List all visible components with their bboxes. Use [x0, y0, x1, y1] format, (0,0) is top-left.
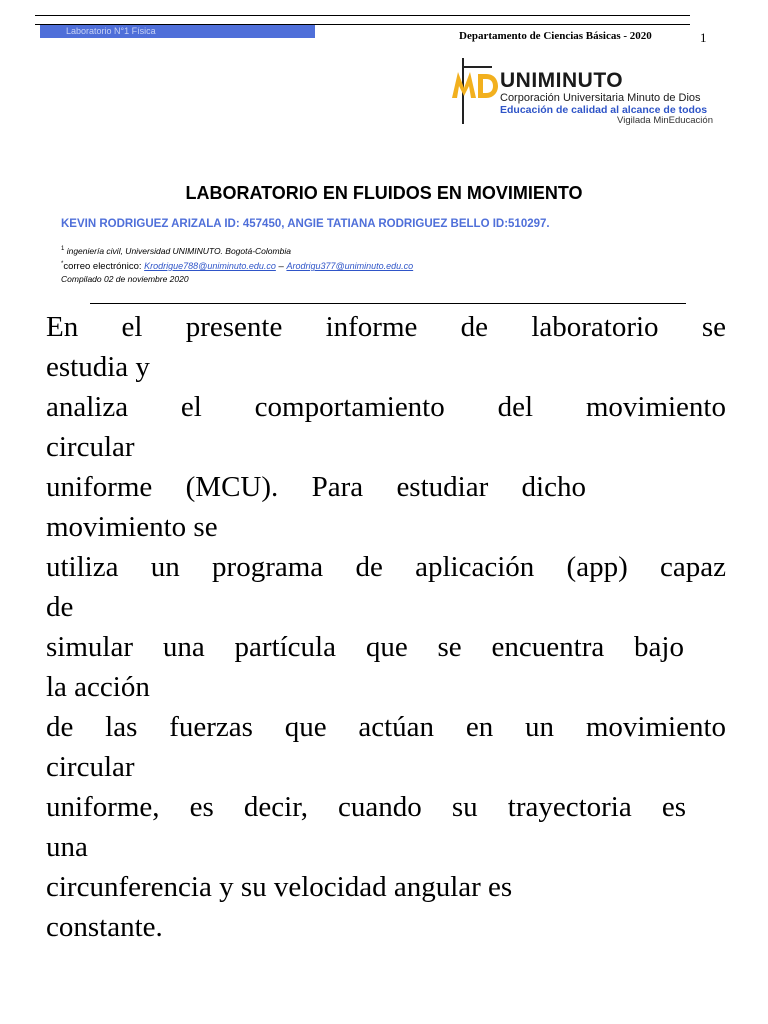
- abstract-line: la acción: [46, 671, 150, 703]
- uniminuto-mark-icon: [450, 58, 498, 124]
- abstract-line: simular una partícula que se encuentra bajo: [46, 631, 684, 663]
- abstract-line: movimiento se: [46, 511, 218, 543]
- abstract-line: de: [46, 591, 74, 623]
- logo-subtitle: Corporación Universitaria Minuto de Dios: [500, 92, 701, 104]
- affiliation-text: ingeniería civil, Universidad UNIMINUTO. Bogotá-Colombia: [66, 246, 291, 256]
- department-label: Departamento de Ciencias Básicas - 2020: [459, 30, 652, 42]
- abstract-line: circunferencia y su velocidad angular es: [46, 871, 513, 903]
- affiliation: [61, 246, 291, 256]
- email-link-1[interactable]: Krodrigue788@uniminuto.edu.co: [144, 261, 276, 272]
- abstract-line: circular: [46, 431, 135, 463]
- abstract-line: uniforme (MCU). Para estudiar dicho: [46, 471, 586, 503]
- abstract-line: de las fuerzas que actúan en un movimiento: [46, 711, 726, 743]
- affiliation-mark: 1: [61, 246, 65, 253]
- abstract-line: estudia y: [46, 351, 150, 383]
- email-link-2[interactable]: Arodrigu377@uniminuto.edu.co: [286, 261, 414, 272]
- email-separator: –: [278, 261, 284, 273]
- abstract-line: uniforme, es decir, cuando su trayectoria es: [46, 791, 686, 823]
- logo-tagline: Educación de calidad al alcance de todos: [500, 104, 708, 116]
- email-label: correo electrónico:: [63, 261, 142, 273]
- title-divider: [90, 303, 686, 304]
- abstract-line: utiliza un programa de aplicación (app) capaz: [46, 551, 726, 583]
- abstract-line: una: [46, 831, 88, 863]
- abstract-line: analiza el comportamiento del movimiento: [46, 391, 726, 423]
- page-number: 1: [700, 30, 707, 45]
- header-rule-top: [35, 15, 690, 16]
- header-tab: Laboratorio N°1 Física: [40, 25, 315, 38]
- document-title: LABORATORIO EN FLUIDOS EN MOVIMIENTO: [185, 183, 583, 203]
- logo-name: UNIMINUTO: [500, 69, 624, 92]
- document-authors: KEVIN RODRIGUEZ ARIZALA ID: 457450, ANGIE TATIANA RODRIGUEZ BELLO ID:510297.: [61, 218, 550, 230]
- logo-vigilada: Vigilada MinEducación: [617, 115, 713, 126]
- abstract-line: circular: [46, 751, 135, 783]
- abstract-text: [46, 307, 726, 947]
- email-line: *correo electrónico: Krodrigue788@uniminuto.edu.co – Arodrigu377@uniminuto.edu.co: [61, 261, 414, 273]
- abstract-line: En el presente informe de laboratorio se: [46, 311, 726, 343]
- uniminuto-logo: [450, 58, 715, 126]
- compiled-date: Compilado 02 de noviembre 2020: [61, 274, 189, 284]
- abstract-line: constante.: [46, 911, 163, 943]
